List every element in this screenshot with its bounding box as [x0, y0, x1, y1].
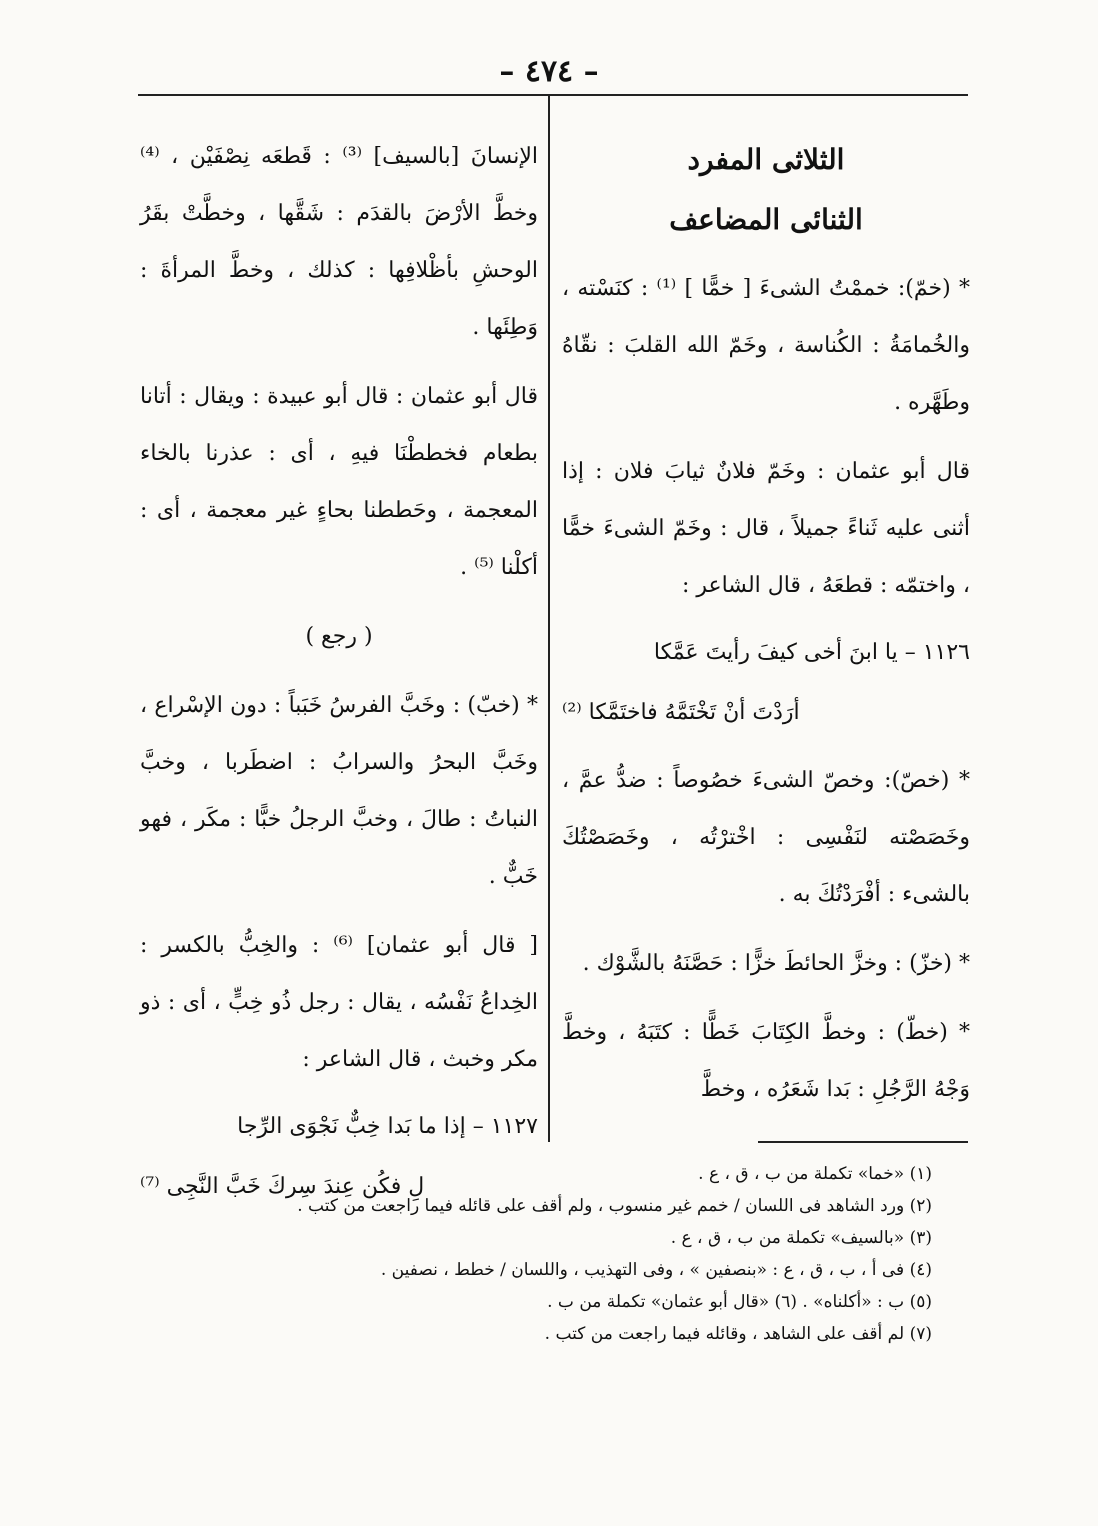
entry-paragraph: * (خمّ): خممْتُ الشىءَ [ خمًّا ] ⁽¹⁾ : كنَسْته ، والخُمامَةُ : الكُناسة ، وخَمّ الله القلبَ : نقّاهُ وطَهَّره . — [562, 276, 970, 415]
verse-line: ١١٢٧ – إذا ما بَدا خِبٌّ نَجْوَى الرِّجا — [237, 1114, 538, 1139]
left-column — [140, 128, 538, 1226]
footnote-rule — [758, 1141, 968, 1143]
footnote: (١) «خما» تكملة من ب ، ق ، ع . — [698, 1164, 932, 1184]
footnotes — [220, 1158, 932, 1350]
entry-paragraph: قال أبو عثمان : وخَمّ فلانٌ ثيابَ فلان : إذا أثنى عليه ثَناءً جميلاً ، قال : وخَمّ الشىءَ خمًّا ، واختمّه : قطعَهُ ، قال الشاعر : — [562, 459, 970, 598]
footnote: (٢) ورد الشاهد فى اللسان / خمم غير منسوب ، ولم أقف على قائله فيما راجعت من كتب . — [297, 1196, 932, 1216]
footnote: (٧) لم أقف على الشاهد ، وقائله فيما راجعت من كتب . — [544, 1324, 932, 1344]
footnote: (٤) فى أ ، ب ، ق ، ع : «بنصفين » ، وفى التهذيب ، واللسان / خطط ، نصفين . — [380, 1260, 932, 1280]
right-column — [562, 128, 970, 1130]
page-number: – ٤٧٤ – — [499, 54, 599, 89]
entry-paragraph: قال أبو عثمان : قال أبو عبيدة : ويقال : أتانا بطعام فخططْنَا فيهِ ، أى : عذرنا بالخاء المعجمة ، وحَططنا بحاءٍ غير معجمة ، أى : أكلْنا ⁽⁵⁾ . — [140, 384, 538, 580]
header-rule — [138, 94, 968, 96]
subsection-heading: الثنائى المضاعف — [669, 203, 863, 236]
footnote: (٣) «بالسيف» تكملة من ب ، ق ، ع . — [670, 1228, 932, 1248]
section-label: ( رجع ) — [305, 624, 373, 649]
footnote: (٥) ب : «أكلناه» . (٦) «قال أبو عثمان» تكملة من ب . — [547, 1292, 932, 1312]
verse-line: لِ فكُن عِندَ سِركَ خَبَّ النَّجِى ⁽⁷⁾ — [140, 1174, 425, 1199]
entry-paragraph: * (خبّ) : وخَبَّ الفرسُ خَبَباً : دون الإسْراع ، وخَبَّ البحرُ والسرابُ : اضطَربا ، وخبَّ النباتُ : طالَ ، وخبَّ الرجلُ خبًّا : مكَر ، فهو خَبٌّ . — [140, 693, 538, 889]
verse-line: أرَدْتَ أنْ تَخْتَمَّهُ فاختَمَّكا ⁽²⁾ — [562, 700, 800, 725]
entry-paragraph: الإنسانَ [بالسيف] ⁽³⁾ : قَطعَه نِصْفَيْن ، ⁽⁴⁾ وخطَّ الأرْضَ بالقدَم : شَقَّها ، وخطَّتْ بقَرُ الوحشِ بأظْلافِها : كذلك ، وخطَّ المرأةَ : وَطِئَها . — [140, 144, 539, 340]
entry-paragraph: * (خصّ): وخصّ الشىءَ خصُوصاً : ضدُّ عمَّ ، وخَصَصْته لنَفْسِى : اخْترْتُه ، وخَصَصْتُكَ بالشىء : أفْرَدْتُكَ به . — [562, 768, 970, 907]
verse-line: ١١٢٦ – يا ابنَ أخى كيفَ رأيتَ عَمَّكا — [653, 640, 970, 665]
entry-paragraph: [ قال أبو عثمان] ⁽⁶⁾ : والخِبُّ بالكسر : الخِداعُ نَفْسُه ، يقال : رجل ذُو خِبٍّ ، أى : ذو مكر وخبث ، قال الشاعر : — [140, 933, 538, 1072]
section-heading: الثلاثى المفرد — [687, 143, 845, 176]
entry-paragraph: * (خزّ) : وخزَّ الحائطَ خزًّا : حَصَّنَهُ بالشَّوْك . — [582, 951, 970, 976]
entry-paragraph: * (خطّ) : وخطَّ الكِتَابَ خَطًّا : كتَبَهُ ، وخطَّ وَجْهُ الرَّجُلِ : بَدا شَعَرُه ، وخطَّ — [562, 1020, 970, 1102]
column-divider — [548, 96, 550, 1142]
